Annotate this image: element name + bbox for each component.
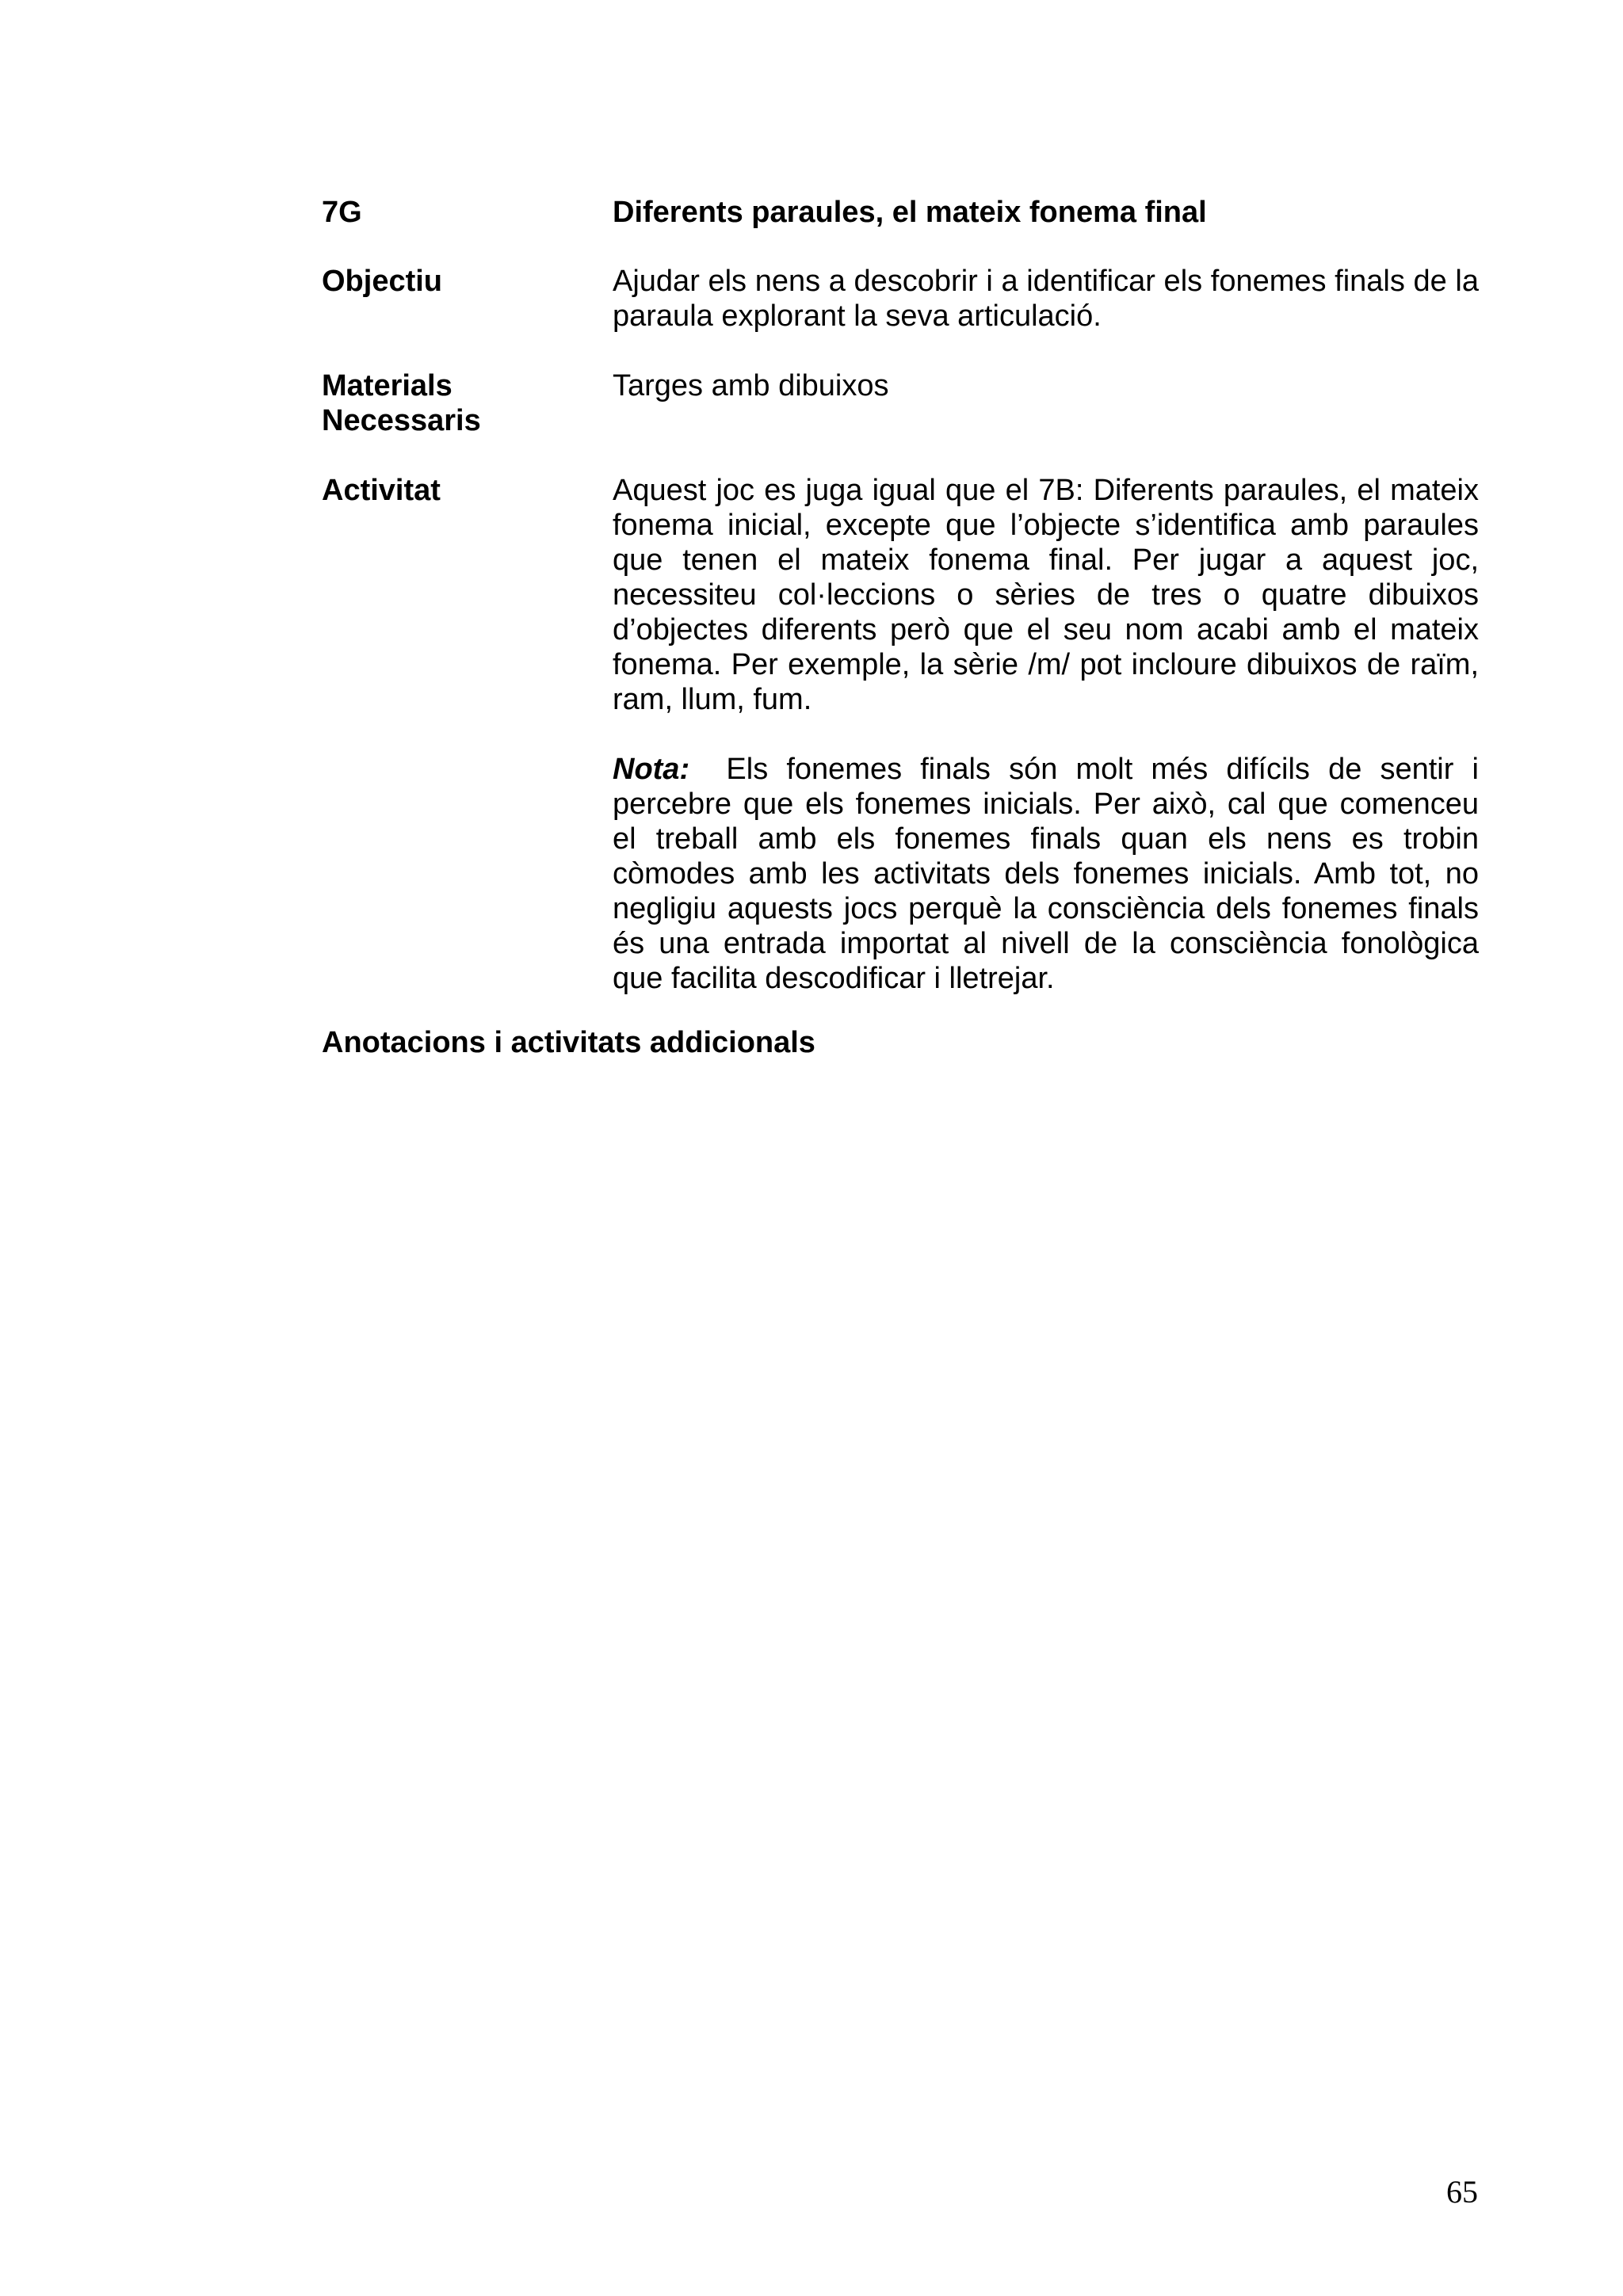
activity-header-row	[322, 195, 1479, 230]
objective-text: Ajudar els nens a descobrir i a identificar els fonemes finals de la paraula explorant la seva articulació.	[613, 265, 1479, 333]
materials-row	[322, 368, 1479, 438]
activity-text: Aquest joc es juga igual que el 7B: Diferents paraules, el mateix fonema inicial, excepte que l’objecte s’identifica amb paraules que tenen el mateix fonema final. Per jugar a aquest joc, necessiteu col·leccions o sèries de tres o quatre dibuixos d’objectes diferents però que el seu nom acabi amb el mateix fonema. Per exemple, la sèrie /m/ pot incloure dibuixos de raïm, ram, llum, fum.	[613, 474, 1479, 716]
activity-code: 7G	[322, 196, 362, 229]
materials-text: Targes amb dibuixos	[613, 369, 889, 402]
activity-content	[613, 473, 1479, 996]
materials-label-line2: Necessaris	[322, 404, 481, 437]
activity-label: Activitat	[322, 474, 441, 507]
additional-notes-heading: Anotacions i activitats addicionals	[322, 1026, 815, 1059]
activity-note	[613, 752, 1479, 996]
activity-title: Diferents paraules, el mateix fonema final	[613, 196, 1207, 229]
activity-row	[322, 473, 1479, 996]
note-text: Els fonemes finals són molt més difícils de sentir i percebre que els fonemes inicials. Per això, cal que comenceu el treball amb els fonemes finals quan els nens es trobin còmodes amb les activitats dels fonemes inicials. Amb tot, no negligiu aquests jocs perquè la consciència dels fonemes finals és una entrada importat al nivell de la consciència fonològica que facilita descodificar i lletrejar.	[613, 753, 1479, 995]
objective-row	[322, 264, 1479, 334]
note-label: Nota:	[613, 753, 690, 786]
page-number: 65	[1446, 2174, 1478, 2210]
materials-label	[322, 368, 613, 438]
objective-label: Objectiu	[322, 265, 443, 298]
materials-label-line1: Materials	[322, 369, 453, 402]
